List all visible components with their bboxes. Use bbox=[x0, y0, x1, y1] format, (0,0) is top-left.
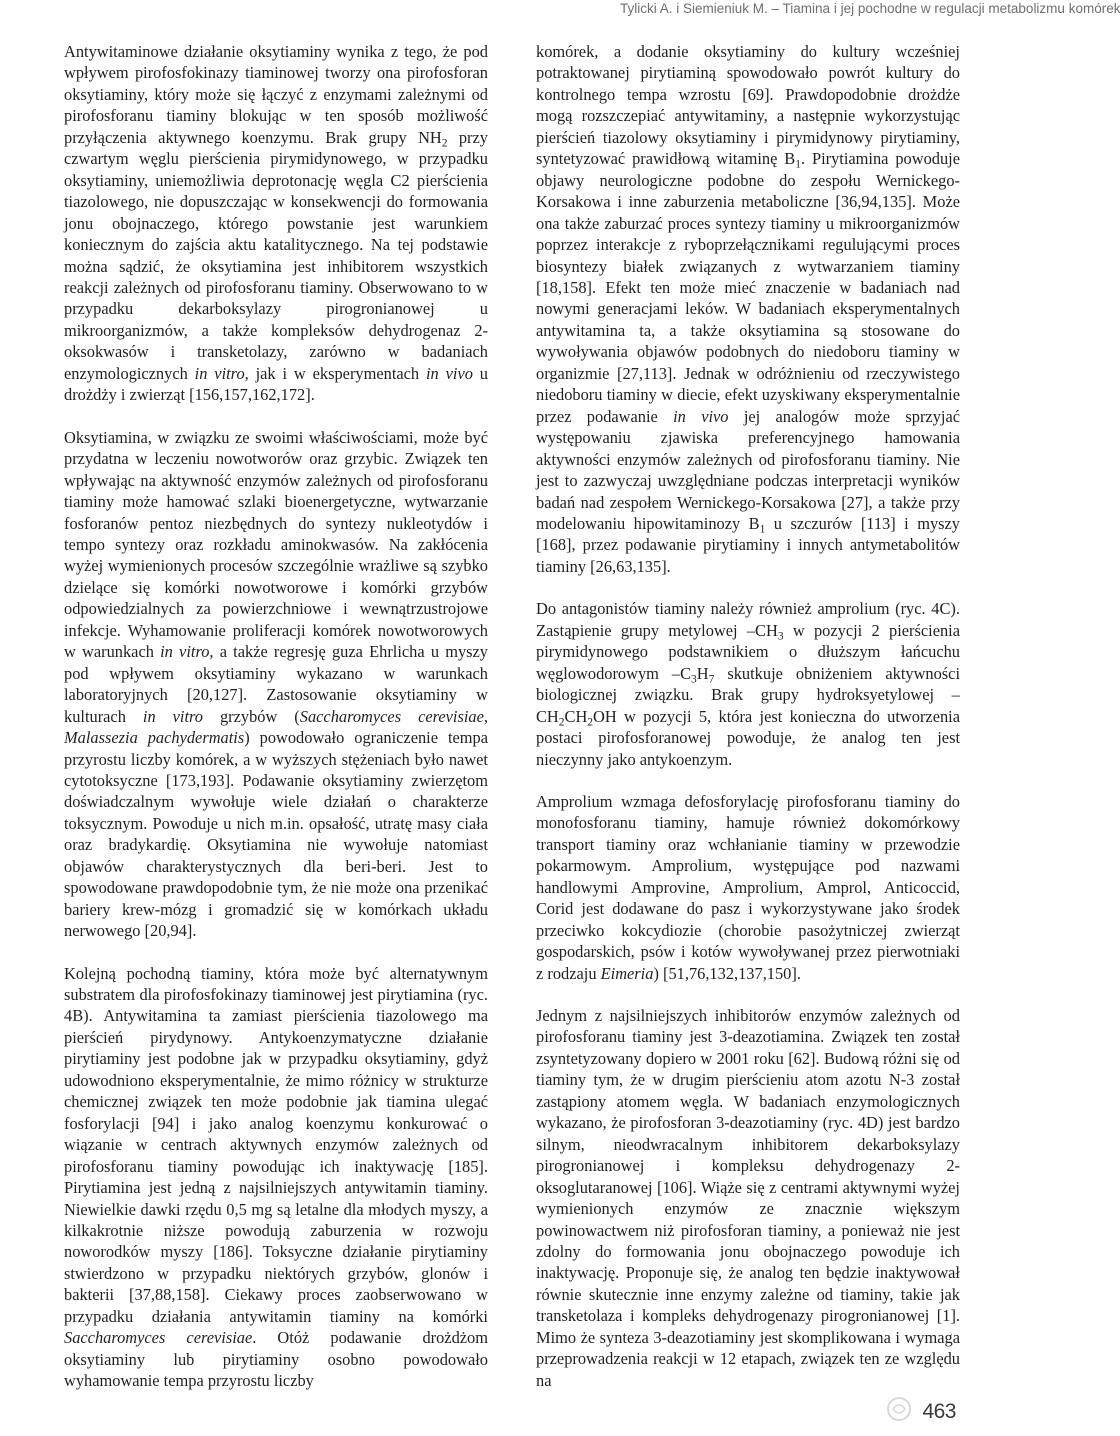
italic-term: Saccharomyces cerevisiae bbox=[64, 1328, 253, 1348]
text-run: . Pirytiamina powoduje objawy neurologiczne podobne do zespołu Wernickego-Korsakowa i inne zaburzenia metaboliczne [36,94,135]. Może ona także zaburzać proces syntezy tiaminy u mikroorganizmów poprzez interakcje z ryboprzełącznikami regulującymi proces biosyntezy białek związanych z wytwarzaniem tiaminy [18,158]. Efekt ten może mieć znaczenie w badaniach nad nowymi generacjami leków. W badaniach eksperymentalnych antywitamina ta, a także oksytiamina są stosowane do wywoływania objawów podobnych do niedoboru tiaminy w organizmie [27,113]. Jednak w odróżnieniu od rzeczywistego niedoboru tiaminy w diecie, efekt uzyskiwany eksperymentalnie przez podawanie bbox=[536, 149, 960, 426]
text-run: OH w pozycji 5, która jest konieczna do utworzenia postaci pirofosforanowej powoduje, że analog ten jest nieczynny jako antykoenzym. bbox=[536, 706, 960, 769]
text-run: Do antagonistów tiaminy należy również amprolium (ryc. 4C). Zastąpienie grupy metylowej –CH bbox=[536, 599, 960, 640]
subscript: 1 bbox=[759, 523, 766, 536]
text-run: Oksytiamina, w związku ze swoimi właściwościami, może być przydatna w leczeniu nowotworów oraz grzybic. Związek ten wpływając na aktywność enzymów zależnych od pirofosforanu tiaminy może hamować szlaki bioenergetyczne, wytwarzanie fosforanów pentoz niezbędnych do syntezy nukleotydów i tempo syntezy oraz rozkładu aminokwasów. Na zakłócenia wyżej wymienionych procesów szczególnie wrażliwe są szybko dzielące się komórki nowotworowe i komórki grzybów odpowiedzialnych za powierzchniowe i wewnątrzustrojowe infekcje. Wyhamowanie proliferacji komórek nowotworowych w warunkach bbox=[64, 427, 488, 662]
italic-term: in vivo bbox=[673, 406, 729, 426]
text-run: Kolejną pochodną tiaminy, która może być alternatywnym substratem dla pirofosfokinazy tiaminowej jest pirytiamina (ryc. 4B). Antywitamina ta zamiast pierścienia tiazolowego ma pierścień pirydynowy. Antykoenzymatyczne działanie pirytiaminy jest podobne jak w przypadku oksytiaminy, gdyż udowodniono eksperymentalnie, że mimo różnicy w strukturze chemicznej związek ten może podobnie jak tiamina ulegać fosforylacji [94] i jako analog koenzymu konkurować o wiązanie w centrach aktywnych enzymów zależnych od pirofosforanu tiaminy powodując ich inaktywację [185]. Pirytiamina jest jedną z najsilniejszych antywitamin tiaminy. Niewielkie dawki rzędu 0,5 mg są letalne dla młodych myszy, a kilkakrotnie niższe powodują zaburzenia w rozwoju noworodków myszy [186]. Toksyczne działanie pirytiaminy stwierdzono w przypadku niektórych grzybów, glonów i bakterii [37,88,158]. Ciekawy proces zaobserwowano w przypadku działania antywitamin tiaminy na komórki bbox=[64, 963, 488, 1326]
text-run: u szczurów [113] i myszy [168], przez podawanie pirytiaminy i innych antymetabolitów tiaminy [26,63,135]. bbox=[536, 513, 960, 576]
subscript: 1 bbox=[795, 158, 801, 171]
text-run: , a także regresję guza Ehrlicha u myszy pod wpływem oksytiaminy wykazano w warunkach laboratoryjnych [20,127]. Zastosowanie oksytiaminy w kulturach bbox=[64, 642, 489, 726]
subscript: 3 bbox=[777, 630, 784, 643]
text-run: jej analogów może sprzyjać występowaniu zjawiska preferencyjnego hamowania aktywności enzymów zależnych od pirofosforanu tiaminy. Nie jest to zazwyczaj uwzględniane podczas interpretacji wyników badań nad zespołem Wernickego-Korsakowa [27], a także przy modelowaniu hipowitaminozy B bbox=[536, 406, 960, 533]
text-run: , jak i w eksperymentach bbox=[244, 363, 426, 383]
subscript: 3 bbox=[691, 673, 697, 686]
text-run: u drożdży i zwierząt [156,157,162,172]. bbox=[64, 363, 488, 405]
text-run: przy czwartym węglu pierścienia pirymidynowego, w przypadku oksytiaminy, uniemożliwia deprotonację węgla C2 pierścienia tiazolowego, nie dopuszczając w konsekwencji do formowania jonu obojnaczego, którego powstanie jest warunkiem koniecznym do zajścia aktu katalitycznego. Na tej podstawie można sądzić, że oksytiamina jest inhibitorem wszystkich reakcji zależnych od pirofosforanu tiaminy. Obserwowano to w przypadku dekarboksylazy pirogronianowej u mikroorganizmów, a także kompleksów dehydrogenaz 2-oksokwasów i transketolazy, zarówno w badaniach enzymologicznych bbox=[64, 127, 488, 383]
italic-term: in vitro bbox=[160, 642, 210, 662]
subscript: 2 bbox=[441, 137, 448, 150]
paragraph bbox=[64, 427, 488, 942]
italic-term: in vitro bbox=[194, 363, 245, 383]
right-column bbox=[536, 41, 960, 1391]
paragraph bbox=[536, 41, 960, 577]
text-run: . Otóż podawanie drożdżom oksytiaminy lub pirytiaminy osobno powodowało wyhamowanie tempa przyrostu liczby bbox=[64, 1328, 488, 1391]
text-run: grzybów ( bbox=[202, 706, 300, 726]
paragraph bbox=[64, 963, 488, 1392]
watermark-logo-icon bbox=[882, 1396, 916, 1422]
running-head: Tylicki A. i Siemieniuk M. – Tiamina i jej pochodne w regulacji metabolizmu komórek bbox=[620, 1, 1120, 16]
italic-term: Eimeria bbox=[600, 963, 654, 983]
text-run: ) powodowało ograniczenie tempa przyrostu liczby komórek, a w wyższych stężeniach było nawet cytotoksyczne [173,193]. Podawanie oksytiaminy zwierzętom doświadczalnym wywołuje wiele działań o charakterze toksycznym. Powoduje u nich m.in. opsałość, utratę masy ciała oraz bradykardię. Oksytiamina nie wywołuje natomiast objawów charakterystycznych dla beri-beri. Jest to spowodowane prawdopodobnie tym, że nie może ona przenikać bariery krew-mózg i gromadzić się w komórkach układu nerwowego [20,94]. bbox=[64, 728, 488, 941]
italic-term: Saccharomyces cerevisiae bbox=[299, 706, 484, 726]
subscript: 7 bbox=[708, 673, 715, 686]
text-run: w pozycji 2 pierścienia pirymidynowego podstawnikiem o dłuższym łańcuchu węglowodorowym –C bbox=[536, 620, 961, 683]
text-run: komórek, a dodanie oksytiaminy do kultury wcześniej potraktowanej pirytiaminą spowodowało powrót kultury do kontrolnego tempa wzrostu [69]. Prawdopodobnie drożdże mogą rozszczepiać antywitaminy, a następnie wykorzystując pierścień tiazolowy oksytiaminy i pirymidynowy pirytiaminy, syntetyzować prawidłową witaminę B bbox=[536, 42, 960, 169]
italic-term: Malassezia pachydermatis bbox=[64, 728, 245, 748]
text-run: CH bbox=[564, 706, 588, 726]
paragraph bbox=[536, 598, 960, 770]
italic-term: in vivo bbox=[426, 363, 473, 383]
text-run: Amprolium wzmaga defosforylację pirofosforanu tiaminy do monofosforanu tiaminy, hamuje również dokomórkowy transport tiaminy oraz wchłanianie tiaminy w przewodzie pokarmowym. Amprolium, występujące pod nazwami handlowymi Amprovine, Amprolium, Amprol, Anticoccid, Corid jest dodawane do pasz i wykorzystywane jako środek przeciwko kokcydiozie (chorobie pasożytniczej zwierząt gospodarskich, psów i kotów wywoływanej przez pierwotniaki z rodzaju bbox=[536, 791, 960, 983]
text-run: , bbox=[483, 706, 489, 726]
text-run: Jednym z najsilniejszych inhibitorów enzymów zależnych od pirofosforanu tiaminy jest 3-deazotiamina. Związek ten został zsyntetyzowany dopiero w 2001 roku [62]. Budową różni się od tiaminy tym, że w drugim pierścieniu atom azotu N-3 został zastąpiony atomem węgla. W badaniach enzymologicznych wykazano, że pirofosforan 3-deazotiaminy (ryc. 4D) jest bardzo silnym, nieodwracalnym inhibitorem dekarboksylazy pirogronianowej i kompleksu dehydrogenazy 2-oksoglutaranowej [106]. Wiąże się z centrami aktywnymi wyżej wymienionych enzymów ze znacznie większym powinowactwem niż pirofosforan tiaminy, a ponieważ nie jest zdolny do formowania jonu obojnaczego powoduje ich inaktywację. Proponuje się, że analog ten będzie inaktywował równie skutecznie inne enzymy zależne od tiaminy, takie jak transketolaza i kompleks dehydrogenazy pirogronianowej [1]. Mimo że synteza 3-deazotiaminy jest skomplikowana i wymaga przeprowadzenia reakcji w 12 etapach, związek ten ze względu na bbox=[536, 1006, 960, 1390]
page-number: 463 bbox=[922, 1400, 956, 1423]
text-run: H bbox=[696, 663, 709, 683]
subscript: 2 bbox=[587, 716, 594, 729]
paragraph bbox=[64, 41, 488, 406]
text-run: Antywitaminowe działanie oksytiaminy wynika z tego, że pod wpływem pirofosfokinazy tiaminowej tworzy ona pirofosforan oksytiaminy, który może się łączyć z enzymami zależnymi od pirofosforanu tiaminy blokując w ten sposób możliwość przyłączenia aktywnego koenzymu. Brak grupy NH bbox=[64, 42, 488, 147]
paragraph bbox=[536, 791, 960, 984]
text-run: ) [51,76,132,137,150]. bbox=[653, 963, 801, 983]
paragraph bbox=[536, 1005, 960, 1391]
text-run: skutkuje obniżeniem aktywności biologicznej związku. Brak grupy hydroksyetylowej –CH bbox=[536, 663, 961, 726]
page-number-area bbox=[882, 1392, 958, 1424]
left-column bbox=[64, 41, 488, 1392]
italic-term: in vitro bbox=[142, 706, 203, 726]
subscript: 2 bbox=[558, 716, 565, 729]
